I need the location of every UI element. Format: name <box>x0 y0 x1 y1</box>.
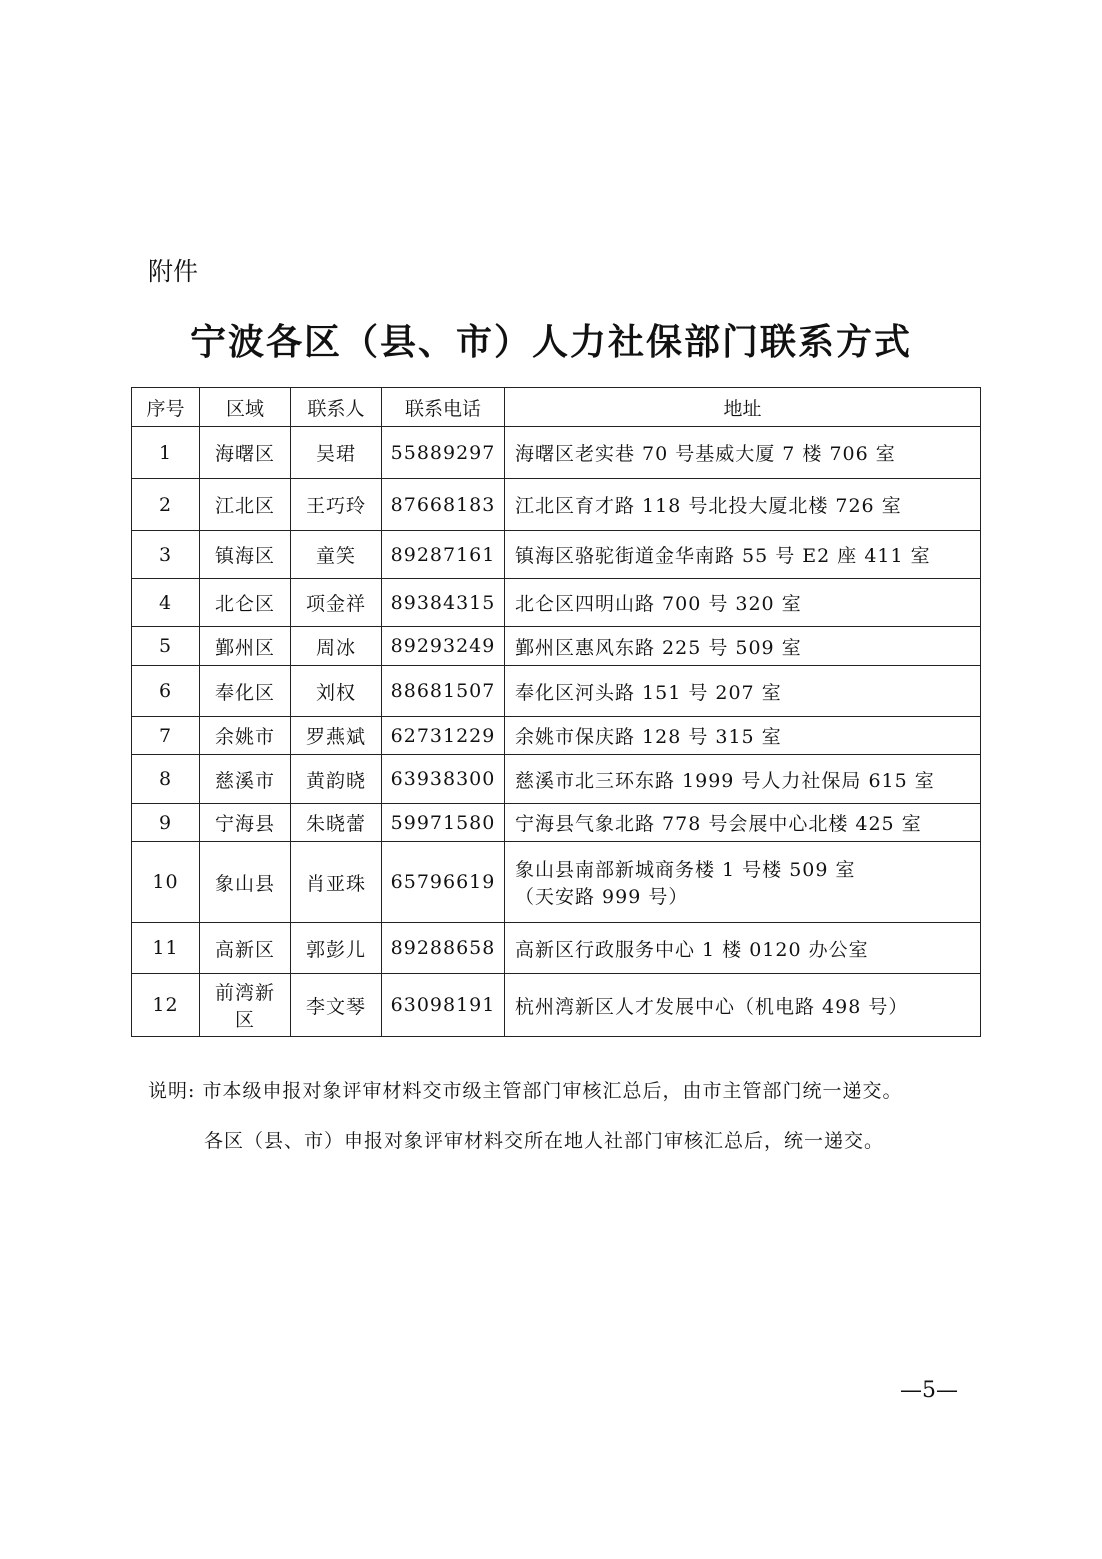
cell-address: 慈溪市北三环东路 1999 号人力社保局 615 室 <box>505 755 981 804</box>
cell-contact: 李文琴 <box>291 974 382 1037</box>
cell-no: 11 <box>132 923 200 974</box>
cell-no: 6 <box>132 666 200 717</box>
cell-area: 前湾新区 <box>200 974 291 1037</box>
cell-phone: 89293249 <box>382 627 505 666</box>
cell-no: 1 <box>132 427 200 479</box>
cell-address: 鄞州区惠风东路 225 号 509 室 <box>505 627 981 666</box>
page-number: —5— <box>900 1378 958 1403</box>
cell-no: 3 <box>132 531 200 579</box>
page-title: 宁波各区（县、市）人力社保部门联系方式 <box>189 321 912 363</box>
cell-no: 7 <box>132 717 200 755</box>
cell-phone: 59971580 <box>382 804 505 842</box>
col-header-contact: 联系人 <box>291 388 382 427</box>
cell-no: 10 <box>132 842 200 923</box>
cell-address: 杭州湾新区人才发展中心（机电路 498 号） <box>505 974 981 1037</box>
cell-phone: 63098191 <box>382 974 505 1037</box>
table-row <box>132 974 981 1037</box>
cell-no: 5 <box>132 627 200 666</box>
cell-phone: 62731229 <box>382 717 505 755</box>
cell-area: 宁海县 <box>200 804 291 842</box>
cell-no: 2 <box>132 479 200 531</box>
cell-address: 宁海县气象北路 778 号会展中心北楼 425 室 <box>505 804 981 842</box>
cell-area: 海曙区 <box>200 427 291 479</box>
table-header-row <box>132 388 981 427</box>
table-row <box>132 804 981 842</box>
cell-phone: 89287161 <box>382 531 505 579</box>
col-header-phone: 联系电话 <box>382 388 505 427</box>
cell-address: 镇海区骆驼街道金华南路 55 号 E2 座 411 室 <box>505 531 981 579</box>
cell-no: 4 <box>132 579 200 627</box>
col-header-no: 序号 <box>132 388 200 427</box>
cell-phone: 89384315 <box>382 579 505 627</box>
cell-address <box>505 842 981 923</box>
cell-area: 高新区 <box>200 923 291 974</box>
table-row <box>132 717 981 755</box>
cell-address: 高新区行政服务中心 1 楼 0120 办公室 <box>505 923 981 974</box>
col-header-area: 区域 <box>200 388 291 427</box>
cell-address: 余姚市保庆路 128 号 315 室 <box>505 717 981 755</box>
table-row <box>132 923 981 974</box>
table-row <box>132 579 981 627</box>
note-line-1: 说明: 市本级申报对象评审材料交市级主管部门审核汇总后，由市主管部门统一递交。 <box>148 1080 903 1102</box>
cell-phone: 65796619 <box>382 842 505 923</box>
table-row <box>132 479 981 531</box>
cell-no: 12 <box>132 974 200 1037</box>
cell-area: 象山县 <box>200 842 291 923</box>
table-row <box>132 666 981 717</box>
address-line-2: （天安路 999 号） <box>515 886 689 908</box>
cell-contact: 朱晓蕾 <box>291 804 382 842</box>
table-row <box>132 755 981 804</box>
col-header-address: 地址 <box>505 388 981 427</box>
cell-area: 余姚市 <box>200 717 291 755</box>
cell-contact: 肖亚珠 <box>291 842 382 923</box>
cell-phone: 89288658 <box>382 923 505 974</box>
cell-address: 海曙区老实巷 70 号基威大厦 7 楼 706 室 <box>505 427 981 479</box>
cell-address: 奉化区河头路 151 号 207 室 <box>505 666 981 717</box>
cell-contact: 罗燕斌 <box>291 717 382 755</box>
table-row <box>132 531 981 579</box>
cell-area: 鄞州区 <box>200 627 291 666</box>
cell-contact: 童笑 <box>291 531 382 579</box>
cell-address: 北仑区四明山路 700 号 320 室 <box>505 579 981 627</box>
cell-contact: 黄韵晓 <box>291 755 382 804</box>
address-line-1: 象山县南部新城商务楼 1 号楼 509 室 <box>515 859 856 881</box>
cell-contact: 项金祥 <box>291 579 382 627</box>
cell-contact: 吴珺 <box>291 427 382 479</box>
cell-contact: 刘权 <box>291 666 382 717</box>
cell-area: 江北区 <box>200 479 291 531</box>
cell-area: 镇海区 <box>200 531 291 579</box>
cell-phone: 88681507 <box>382 666 505 717</box>
cell-area: 慈溪市 <box>200 755 291 804</box>
table-row <box>132 627 981 666</box>
cell-phone: 55889297 <box>382 427 505 479</box>
cell-contact: 周冰 <box>291 627 382 666</box>
cell-no: 8 <box>132 755 200 804</box>
contact-table <box>131 387 981 1037</box>
cell-area: 奉化区 <box>200 666 291 717</box>
cell-address: 江北区育才路 118 号北投大厦北楼 726 室 <box>505 479 981 531</box>
cell-phone: 87668183 <box>382 479 505 531</box>
table-row <box>132 842 981 923</box>
attachment-label: 附件 <box>148 257 199 286</box>
cell-contact: 王巧玲 <box>291 479 382 531</box>
table-row <box>132 427 981 479</box>
cell-contact: 郭彭儿 <box>291 923 382 974</box>
cell-area: 北仑区 <box>200 579 291 627</box>
cell-phone: 63938300 <box>382 755 505 804</box>
cell-no: 9 <box>132 804 200 842</box>
note-line-2: 各区（县、市）申报对象评审材料交所在地人社部门审核汇总后，统一递交。 <box>204 1130 885 1152</box>
